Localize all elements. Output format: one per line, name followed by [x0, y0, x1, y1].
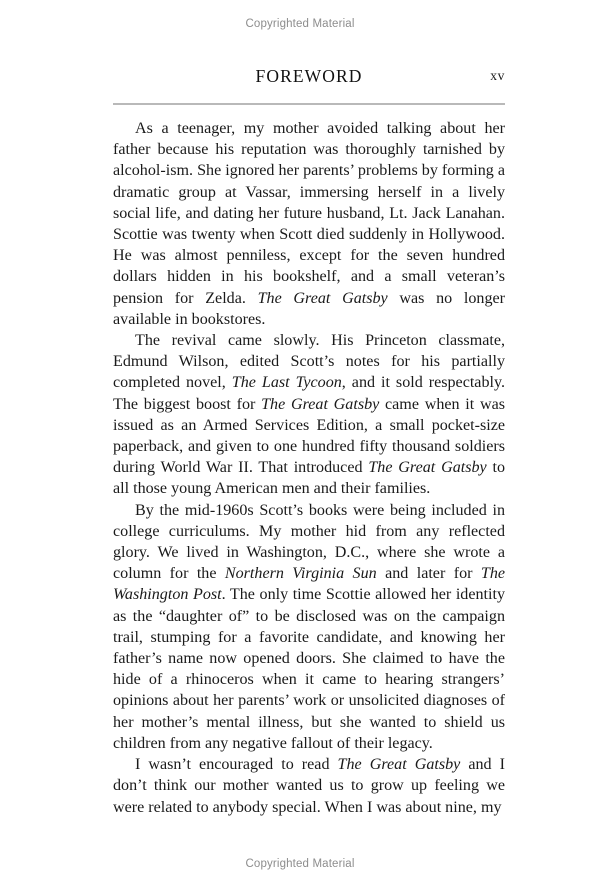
paragraph-1: As a teenager, my mother avoided talking about her father because his reputation was thoroughly tarnished by alcohol-ism. She ignored her parents’ problems by forming a dramatic group at Vassar, immersing herself in a lively social life, and dating her future husband, Lt. Jack Lanahan. Scottie was twenty when Scott died suddenly in Hollywood. He was almost penniless, except for the seven hundred dollars hidden in his bookshelf, and a small veteran’s pension for Zelda. The Great Gatsby was no longer available in bookstores. [113, 120, 506, 328]
copyright-watermark-bottom: Copyrighted Material [245, 858, 355, 870]
header-divider [113, 103, 505, 105]
page-number: xv [490, 68, 505, 83]
paragraph-3: By the mid-1960s Scott’s books were being included in college curriculums. My mother hid from any reflected glory. We lived in Washington, D.C., where she wrote a column for the Northern Virginia Sun and later for The Washington Post. The only time Scottie allowed her identity as the “daughter of” to be disclosed was on the campaign trail, stumping for a favorite candidate, and knowing her father’s name now opened doors. She claimed to have the hide of a rhinoceros when it came to hearing strangers’ opinions about her parents’ work or unsolicited diagnoses of her mother’s mental illness, but she wanted to shield us children from any negative fallout of their legacy. [113, 501, 506, 752]
body-text [113, 118, 505, 818]
copyright-watermark-top: Copyrighted Material [245, 18, 355, 30]
paragraph-4: I wasn’t encouraged to read The Great Gatsby and I don’t think our mother wanted us to grow up feeling we were related to anybody special. When I was about nine, my [113, 756, 505, 816]
book-page [113, 0, 505, 818]
page-title: FOREWORD [255, 66, 363, 86]
running-head [113, 66, 505, 96]
paragraph-2: The revival came slowly. His Princeton classmate, Edmund Wilson, edited Scott’s notes for his partially completed novel, The Last Tycoon, and it sold respectably. The biggest boost for The Great Gatsby came when it was issued as an Armed Services Edition, a small pocket-size paperback, and given to one hundred fifty thousand soldiers during World War II. That introduced The Great Gatsby to all those young American men and their families. [113, 332, 506, 498]
